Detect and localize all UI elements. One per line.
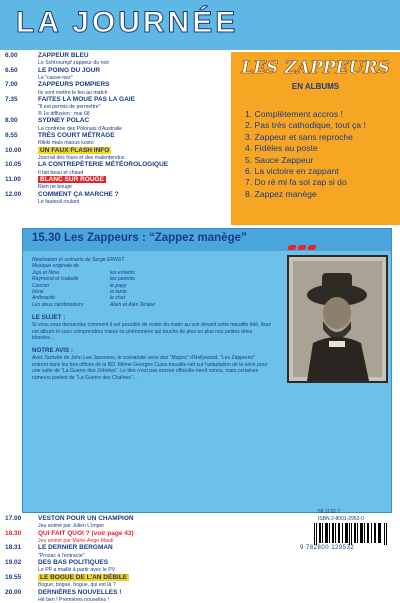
avis-heading: NOTRE AVIS : [32, 347, 73, 355]
credits-line: Réalisation et scénario de Serge ERNST. [32, 257, 126, 263]
schedule-time: 6.50 [5, 66, 18, 74]
schedule-name: FAITES LA MOUE PAS LA GAIE [38, 96, 135, 104]
schedule-desc: Journal des fours et des malentendus [38, 154, 125, 161]
schedule-name: TRÈS COURT MÉTRAGE [38, 131, 115, 139]
cast-role: les enfants [110, 269, 135, 276]
album-item: 8. Zappez manège [245, 188, 317, 199]
schedule-name: VESTON POUR UN CHAMPION [38, 515, 134, 522]
highlight-red: BLANC SUR ROUGE [40, 176, 104, 184]
schedule-name-highlight [38, 574, 225, 582]
highlight-yellow: UN FAUX FLASH INFO [40, 146, 110, 154]
schedule-desc: Le "casse-nez" [38, 75, 73, 81]
schedule-name: QUI FAIT QUOI ? (voir page 43) [38, 529, 134, 537]
schedule-item [0, 574, 225, 589]
page-title: LA JOURNÉE [16, 6, 239, 39]
cast-actor: Irène [32, 289, 44, 296]
schedule-desc: Jeu animé par Julien L'imper [38, 523, 105, 530]
barcode-digits: 9 782800 129532 [300, 545, 355, 551]
schedule-time: 7.35 [5, 96, 18, 104]
rating-peppers [288, 237, 318, 255]
credits-line: Musique originale de [32, 263, 80, 270]
album-item: 5. Sauce Zappeur [245, 154, 314, 165]
highlight-yellow: LE BOGUE DE L'AN DÉBILE [40, 573, 128, 581]
schedule-desc: Le Schtroumpf zappeur du noir [38, 60, 110, 67]
schedule-time: 11.00 [5, 176, 21, 184]
schedule-item [0, 589, 225, 603]
header-bar [0, 0, 400, 50]
schedule-desc: Rien ne bouge [38, 184, 72, 191]
schedule-item [0, 176, 225, 191]
schedule-name: ZAPPEUR BLEU [38, 52, 89, 59]
schedule-item [0, 81, 225, 96]
schedule-time: 10.05 [5, 161, 22, 169]
schedule-desc: "Il est permis de permettre" [38, 104, 101, 111]
schedule-desc: Hé ben ! Premières nouvelles ! [38, 596, 109, 603]
pepper-icon [308, 245, 316, 250]
schedule-desc: "Prozac à l'entracte" [38, 552, 85, 559]
portrait-drawing [289, 257, 386, 381]
pepper-icon [298, 245, 306, 250]
cast-row [32, 302, 277, 308]
sujet-heading: LE SUJET : [32, 314, 66, 322]
schedule-desc: Le PP a maillé à partir avec le PV [38, 567, 116, 574]
schedule-item [0, 161, 225, 176]
albums-panel [231, 52, 400, 225]
album-item: 4. Fidèles au poste [245, 143, 318, 154]
schedule-item [0, 117, 225, 132]
feature-body [32, 257, 277, 381]
schedule-name: DERNIÈRES NOUVELLES ! [38, 588, 122, 596]
schedule-name: DES BAS POLITIQUES [38, 559, 109, 567]
schedule-time: 8.00 [5, 117, 18, 125]
schedule-time: 17.00 [5, 515, 22, 522]
zappeurs-logo: LES ZAPPEURS [241, 58, 390, 78]
album-item: 6. La victoire en zappant [245, 166, 339, 177]
product-code: 68 1132 7 [318, 509, 340, 515]
schedule-name: LE DERNIER BERGMAN [38, 544, 113, 552]
cast-actor: Les deux cambrioleurs [32, 301, 84, 308]
schedule-time: 19.02 [5, 559, 22, 567]
schedule-desc: Bogue, bogue, bogue, qui est là ? [38, 582, 116, 589]
schedule-desc: La confrérie des Polonais d'Australie [38, 125, 123, 132]
cast-role: le chat [110, 295, 126, 302]
schedule-time: 12.00 [5, 190, 22, 198]
albums-list [245, 109, 366, 200]
cast-actor: Juju et Nina [32, 269, 59, 276]
schedule-item [0, 132, 225, 147]
schedule-item [0, 559, 225, 574]
avis-text: Avec l'arrivée de John Lee Janssens, le scénariste venu des "Majors" d'Hollywood, "Les Zappeurs" entrent dans les box offices de la BD. Même Georges Cuisa travaille-rait sur l'adaptation de la série pour une suite de "La Guerre des Zébrées". Le titre n'est pas encore officielle-ment connu, mais certaines rumeurs parlent de "La Guerre des Chaînes"... [32, 355, 268, 381]
cast-actor: Anthracite [32, 295, 55, 302]
schedule-time: 18.30 [5, 529, 22, 537]
portrait-image [287, 255, 388, 383]
cast-role: la tante [110, 289, 127, 296]
pepper-icon [288, 245, 296, 250]
feature-box [22, 228, 392, 513]
cast-role: les parents [110, 276, 135, 283]
schedule-item [0, 191, 225, 206]
schedule-name: ZAPPEURS POMPIERS [38, 81, 110, 89]
album-item: 7. Do ré mi fa sol zap si do [245, 177, 347, 188]
schedule-name-highlight [38, 147, 225, 155]
schedule-item [0, 147, 225, 162]
schedule-time: 7.00 [5, 81, 18, 89]
cast-actor: Casimir [32, 282, 50, 289]
schedule-desc: Il fait beau et chaud [38, 169, 84, 176]
album-item: 2. Pas très cathodique, tout ça ! [245, 120, 366, 131]
feature-title: 15.30 Les Zappeurs : “Zappez manège” [32, 232, 247, 244]
schedule-name-highlight [38, 176, 225, 184]
schedule-time: 18.31 [5, 544, 22, 552]
schedule-time: 19.55 [5, 573, 22, 581]
schedule-name: SYDNEY POLAC [38, 117, 90, 125]
schedule-time: 6.00 [5, 52, 18, 59]
schedule-name: COMMENT ÇA MARCHE ? [38, 190, 119, 198]
cast-role: le papy [110, 282, 127, 289]
schedule-time: 10.00 [5, 146, 22, 154]
schedule-desc: Rikiki mais maous kosto [38, 140, 94, 147]
schedule-name: LA CONTREPÈTERIE MÉTÉOROLOGIQUE [38, 161, 169, 169]
schedule-desc: Ils vont mettre le feu au match [38, 89, 108, 96]
schedule-time: 20.00 [5, 588, 22, 596]
schedule-item [0, 515, 225, 530]
album-item: 1. Complètement accros ! [245, 109, 343, 119]
album-item: 3. Zappeur et sans reproche [245, 131, 353, 142]
schedule-item [0, 544, 225, 559]
schedule-time: 9.55 [5, 131, 18, 139]
barcode-icon [314, 523, 388, 545]
feature-header [23, 229, 391, 251]
albums-subtitle: EN ALBUMS [291, 82, 340, 91]
schedule-desc: Jeu animé par Marie-Ange Mardi [38, 538, 114, 544]
schedule-item [0, 530, 225, 545]
schedule-desc: Le fauteuil roulant [38, 199, 80, 206]
cast-actor: Raymond et Isabelle [32, 276, 79, 283]
schedule-morning [0, 52, 225, 205]
schedule-name: LE POING DU JOUR [38, 66, 101, 74]
cast-role: Alain et Alex Terieur [110, 301, 156, 308]
isbn: ISBN 2-8001-2953-0 [318, 516, 364, 522]
schedule-item [0, 96, 225, 117]
schedule-item [0, 67, 225, 82]
sujet-text: Si vous vous demandez comment il est possible de rester du matin au soir devant cette maudite télé, lisez cet album et vous comprendrez mieux ce phénomène qui touche de plus en plus nos petites têtes blondes... [32, 322, 271, 342]
schedule-evening [0, 515, 225, 603]
schedule-item [0, 52, 225, 67]
schedule-desc-extra: ® 1e diffusion : mai 68 [38, 110, 90, 117]
